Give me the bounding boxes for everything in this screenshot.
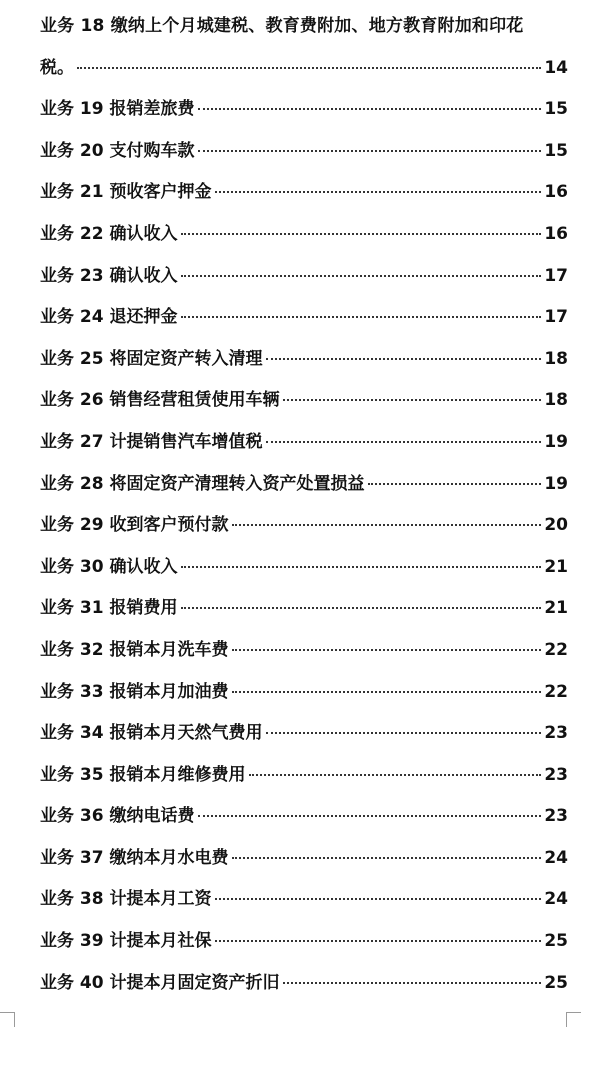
toc-entry[interactable]	[40, 505, 568, 547]
dot-leader	[215, 191, 542, 193]
toc-entry-title: 业务 22 确认收入	[40, 223, 178, 244]
toc-entry[interactable]	[40, 588, 568, 630]
dot-leader	[266, 732, 542, 734]
toc-entry[interactable]	[40, 672, 568, 714]
dot-leader	[215, 940, 542, 942]
dot-leader	[283, 399, 542, 401]
toc-entry[interactable]	[40, 131, 568, 173]
dot-leader	[198, 150, 542, 152]
dot-leader	[232, 691, 542, 693]
toc-entry[interactable]	[40, 256, 568, 298]
page-corner-mark-left	[0, 1012, 15, 1027]
toc-entry-title: 业务 35 报销本月维修费用	[40, 764, 246, 785]
toc-entry-title: 业务 37 缴纳本月水电费	[40, 847, 229, 868]
toc-page-number: 18	[544, 390, 568, 411]
toc-entry[interactable]	[40, 214, 568, 256]
dot-leader	[181, 566, 542, 568]
toc-page-number: 16	[544, 182, 568, 203]
toc-entry[interactable]	[40, 755, 568, 797]
toc-page-number: 22	[544, 681, 568, 702]
toc-page-number: 21	[544, 556, 568, 577]
toc-page-number: 17	[544, 307, 568, 328]
dot-leader	[198, 108, 542, 110]
toc-entry[interactable]	[40, 796, 568, 838]
toc-entry-title-line2: 税。	[40, 57, 74, 78]
dot-leader	[232, 649, 542, 651]
dot-leader	[215, 898, 542, 900]
page-corner-mark-right	[566, 1012, 581, 1027]
toc-page-number: 23	[544, 806, 568, 827]
toc-entry[interactable]	[40, 963, 568, 1005]
toc-page-number: 18	[544, 348, 568, 369]
toc-entry-title: 业务 28 将固定资产清理转入资产处置损益	[40, 473, 365, 494]
dot-leader	[283, 982, 542, 984]
dot-leader	[266, 358, 542, 360]
toc-entry-title: 业务 33 报销本月加油费	[40, 681, 229, 702]
toc-entry-title: 业务 30 确认收入	[40, 556, 178, 577]
toc-entry[interactable]	[40, 547, 568, 589]
toc-page-number: 15	[544, 140, 568, 161]
toc-entry[interactable]	[40, 713, 568, 755]
toc-page-number: 25	[544, 931, 568, 952]
toc-entry[interactable]	[40, 89, 568, 131]
dot-leader	[181, 607, 542, 609]
toc-entry[interactable]	[40, 422, 568, 464]
toc-entry[interactable]	[40, 630, 568, 672]
dot-leader	[181, 233, 542, 235]
toc-page-number: 15	[544, 99, 568, 120]
toc-page-number: 16	[544, 223, 568, 244]
dot-leader	[266, 441, 542, 443]
toc-entry-title: 业务 40 计提本月固定资产折旧	[40, 972, 280, 993]
toc-entry-title: 业务 19 报销差旅费	[40, 99, 195, 120]
toc-entry-title: 业务 23 确认收入	[40, 265, 178, 286]
toc-page-number: 14	[544, 57, 568, 78]
toc-entry[interactable]	[40, 380, 568, 422]
toc-entry[interactable]	[40, 879, 568, 921]
toc-page-number: 19	[544, 431, 568, 452]
toc-entry-title: 业务 27 计提销售汽车增值税	[40, 431, 263, 452]
toc-entry-title: 业务 21 预收客户押金	[40, 182, 212, 203]
toc-page-number: 25	[544, 972, 568, 993]
toc-page-number: 24	[544, 889, 568, 910]
dot-leader	[232, 524, 542, 526]
dot-leader	[77, 67, 541, 69]
toc-entry-title: 业务 26 销售经营租赁使用车辆	[40, 390, 280, 411]
toc-entry[interactable]	[40, 464, 568, 506]
toc-page-number: 20	[544, 515, 568, 536]
toc-entry[interactable]	[40, 339, 568, 381]
toc-entry[interactable]	[40, 838, 568, 880]
toc-entry-title: 业务 20 支付购车款	[40, 140, 195, 161]
toc-page-number: 22	[544, 639, 568, 660]
toc-page-number: 23	[544, 764, 568, 785]
dot-leader	[181, 316, 542, 318]
toc-entry-title: 业务 38 计提本月工资	[40, 889, 212, 910]
toc-page-number: 23	[544, 723, 568, 744]
dot-leader	[181, 275, 542, 277]
dot-leader	[232, 857, 542, 859]
toc-entry-title: 业务 29 收到客户预付款	[40, 515, 229, 536]
toc-entry-title: 业务 39 计提本月社保	[40, 931, 212, 952]
toc-entry-title: 业务 25 将固定资产转入清理	[40, 348, 263, 369]
toc-entry-title: 业务 31 报销费用	[40, 598, 178, 619]
toc-entry[interactable]	[40, 172, 568, 214]
toc-entry-title-line1: 业务 18 缴纳上个月城建税、教育费附加、地方教育附加和印花	[40, 16, 524, 36]
table-of-contents	[40, 6, 568, 1004]
dot-leader	[249, 774, 542, 776]
toc-entry-title: 业务 24 退还押金	[40, 307, 178, 328]
toc-entry-title: 业务 32 报销本月洗车费	[40, 639, 229, 660]
toc-page-number: 24	[544, 847, 568, 868]
toc-entry-title: 业务 36 缴纳电话费	[40, 806, 195, 827]
toc-entry-title: 业务 34 报销本月天然气费用	[40, 723, 263, 744]
dot-leader	[198, 815, 542, 817]
toc-entry[interactable]	[40, 6, 568, 89]
dot-leader	[368, 483, 542, 485]
toc-page-number: 21	[544, 598, 568, 619]
toc-page-number: 19	[544, 473, 568, 494]
toc-entry[interactable]	[40, 297, 568, 339]
toc-entry[interactable]	[40, 921, 568, 963]
toc-page-number: 17	[544, 265, 568, 286]
